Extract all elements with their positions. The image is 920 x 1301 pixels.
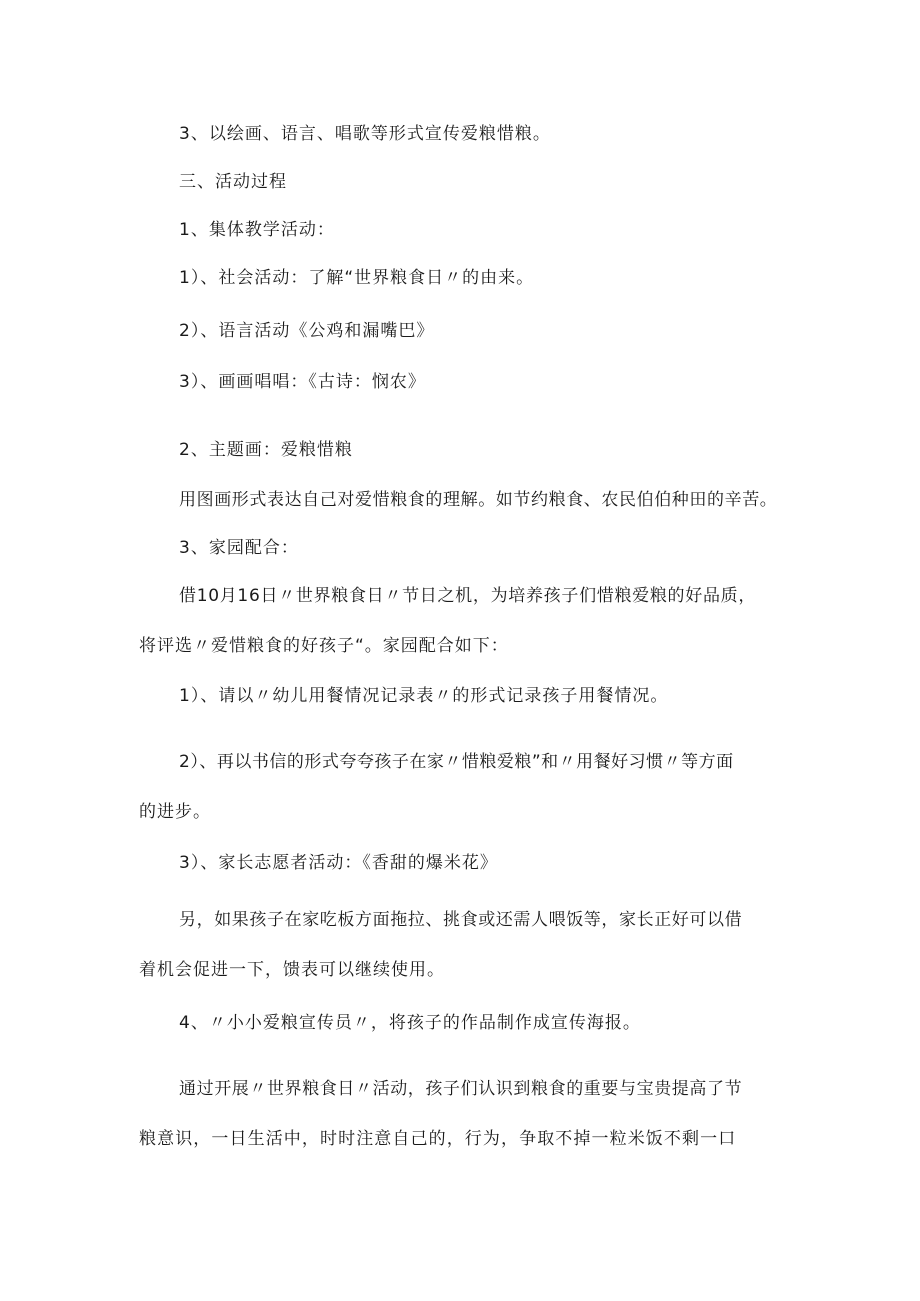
text-line: 通过开展〃世界粮食日〃活动，孩子们认识到粮食的重要与宝贵提高了节 bbox=[179, 1079, 743, 1099]
text-line: 将评选〃爱惜粮食的好孩子“。家园配合如下： bbox=[139, 636, 509, 656]
text-line: 4、〃小小爱粮宣传员〃，将孩子的作品制作成宣传海报。 bbox=[179, 1013, 641, 1033]
text-line: 着机会促进一下，馈表可以继续使用。 bbox=[139, 960, 445, 980]
text-line: 粮意识，一日生活中，时时注意自己的，行为，争取不掉一粒米饭不剩一口 bbox=[139, 1129, 737, 1149]
text-line: 3）、画画唱唱：《古诗：悯农》 bbox=[179, 372, 426, 392]
text-line: 的进步。 bbox=[139, 802, 211, 822]
text-line: 1）、请以〃幼儿用餐情况记录表〃的形式记录孩子用餐情况。 bbox=[179, 686, 669, 706]
text-line: 1）、社会活动：了解“世界粮食日〃的由来。 bbox=[179, 268, 535, 288]
text-line: 1、集体教学活动： bbox=[179, 220, 335, 240]
text-line: 借10月16日〃世界粮食日〃节日之机，为培养孩子们惜粮爱粮的好品质， bbox=[179, 586, 757, 606]
text-line: 2、主题画：爱粮惜粮 bbox=[179, 440, 353, 460]
text-line: 3、家园配合： bbox=[179, 538, 299, 558]
text-line: 2）、语言活动《公鸡和漏嘴巴》 bbox=[179, 321, 435, 341]
text-line: 另，如果孩子在家吃板方面拖拉、挑食或还需人喂饭等，家长正好可以借 bbox=[179, 910, 743, 930]
text-line: 3、以绘画、语言、唱歌等形式宣传爱粮惜粮。 bbox=[179, 124, 551, 144]
text-line: 2）、再以书信的形式夸夸孩子在家〃惜粮爱粮”和〃用餐好习惯〃等方面 bbox=[179, 752, 734, 772]
text-line: 3）、家长志愿者活动：《香甜的爆米花》 bbox=[179, 853, 498, 873]
text-line: 用图画形式表达自己对爱惜粮食的理解。如节约粮食、农民伯伯种田的辛苦。 bbox=[179, 490, 778, 510]
section-heading: 三、活动过程 bbox=[179, 172, 287, 192]
